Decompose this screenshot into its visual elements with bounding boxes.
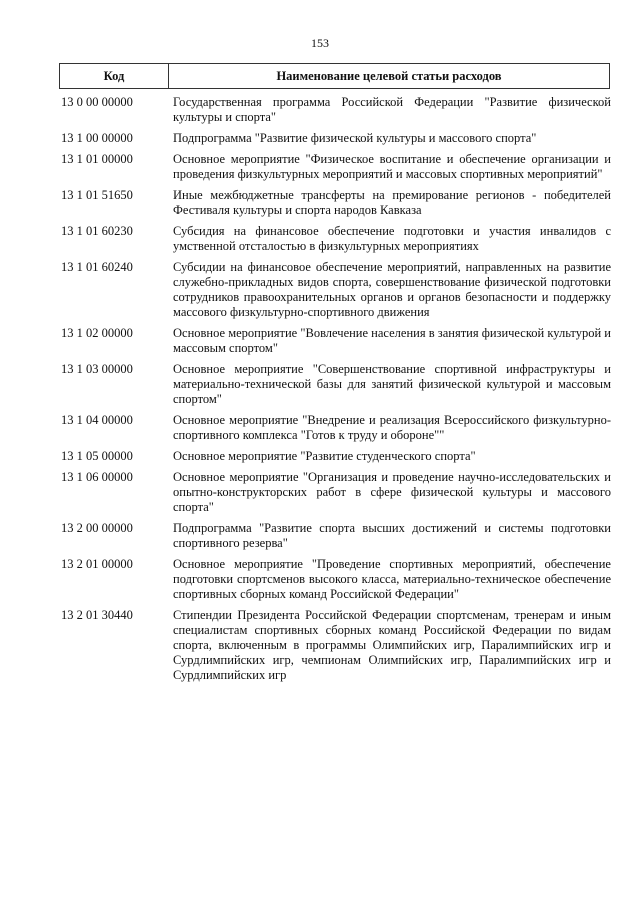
row-code: 13 1 03 00000 [61, 362, 133, 376]
row-description: Иные межбюджетные трансферты на премирование регионов - победителей Фестиваля культуры и спорта народов Кавказа [173, 188, 611, 217]
row-code: 13 1 02 00000 [61, 326, 133, 340]
table-row [61, 326, 611, 356]
row-description: Основное мероприятие "Организация и проведение научно-исследовательских и опытно-конструкторских работ в сфере физической культуры и массового спорта" [173, 470, 611, 514]
row-code: 13 2 00 00000 [61, 521, 133, 535]
row-description: Государственная программа Российской Федерации "Развитие физической культуры и спорта" [173, 95, 611, 124]
table-row [61, 413, 611, 443]
row-description: Основное мероприятие "Совершенствование спортивной инфраструктуры и материально-технической базы для занятий физической культурой и массовым спортом" [173, 362, 611, 406]
table-row [61, 608, 611, 683]
row-description: Стипендии Президента Российской Федерации спортсменам, тренерам и иным специалистам спортивных сборных команд Российской Федерации по видам спорта, включенным в программы Олимпийских игр, Паралимпийских игр и Сурдлимпийских игр, чемпионам Олимпийских игр, Паралимпийских игр и Сурдлимпийских игр [173, 608, 611, 682]
row-description: Основное мероприятие "Проведение спортивных мероприятий, обеспечение подготовки спортсменов высокого класса, материально-техническое обеспечение спортивных сборных команд Российской Федерации" [173, 557, 611, 601]
row-code: 13 2 01 00000 [61, 557, 133, 571]
table-header [59, 63, 610, 89]
table-row [61, 449, 611, 464]
table-row [61, 224, 611, 254]
table-row [61, 188, 611, 218]
row-code: 13 0 00 00000 [61, 95, 133, 109]
column-header-name: Наименование целевой статьи расходов [276, 68, 502, 83]
table-row [61, 95, 611, 125]
table-row [61, 152, 611, 182]
page-number: 153 [311, 36, 329, 50]
table-row [61, 260, 611, 320]
row-code: 13 1 04 00000 [61, 413, 133, 427]
table-body [61, 95, 611, 689]
table-row [61, 131, 611, 146]
row-code: 13 1 01 51650 [61, 188, 133, 202]
table-row [61, 557, 611, 602]
row-description: Основное мероприятие "Внедрение и реализация Всероссийского физкультурно-спортивного комплекса "Готов к труду и обороне"" [173, 413, 611, 442]
column-header-code: Код [60, 64, 169, 88]
row-description: Подпрограмма "Развитие физической культуры и массового спорта" [173, 131, 537, 145]
row-code: 13 1 05 00000 [61, 449, 133, 463]
row-description: Основное мероприятие "Вовлечение населения в занятия физической культурой и массовым спортом" [173, 326, 611, 355]
row-description: Субсидия на финансовое обеспечение подготовки и участия инвалидов с умственной отсталостью в физкультурных мероприятиях [173, 224, 611, 253]
table-row [61, 470, 611, 515]
row-description: Основное мероприятие "Развитие студенческого спорта" [173, 449, 476, 463]
row-description: Основное мероприятие "Физическое воспитание и обеспечение организации и проведения физкультурных мероприятий и массовых спортивных мероприятий" [173, 152, 611, 181]
row-code: 13 1 01 60230 [61, 224, 133, 238]
row-code: 13 1 01 60240 [61, 260, 133, 274]
row-code: 13 1 06 00000 [61, 470, 133, 484]
row-description: Подпрограмма "Развитие спорта высших достижений и системы подготовки спортивного резерва" [173, 521, 611, 550]
row-code: 13 1 01 00000 [61, 152, 133, 166]
row-description: Субсидии на финансовое обеспечение мероприятий, направленных на развитие служебно-прикладных видов спорта, совершенствование физической подготовки сотрудников правоохранительных органов и органов безопасности и поддержку массового физкультурно-спортивного движения [173, 260, 611, 319]
row-code: 13 2 01 30440 [61, 608, 133, 622]
row-code: 13 1 00 00000 [61, 131, 133, 145]
table-row [61, 362, 611, 407]
table-row [61, 521, 611, 551]
